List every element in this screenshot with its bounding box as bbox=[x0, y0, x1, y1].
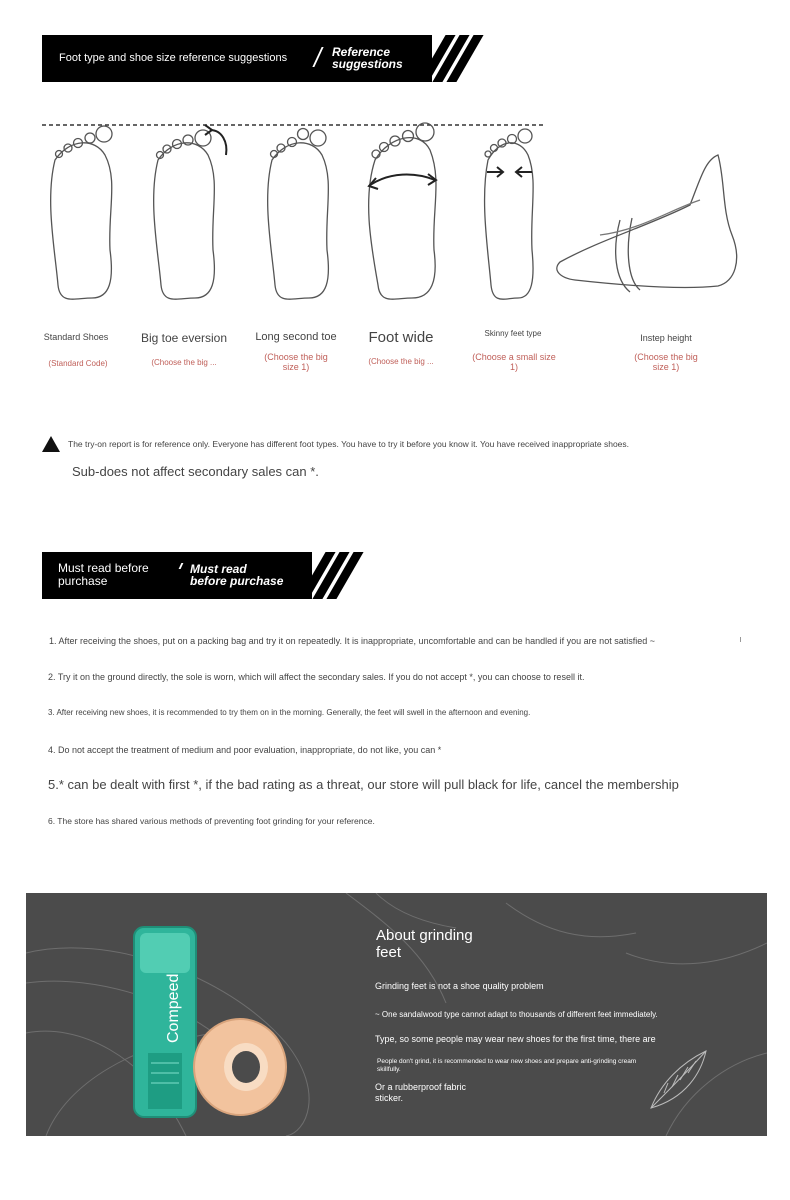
grinding-title bbox=[376, 927, 473, 961]
rule-item: 5.* can be dealt with first *, if the bad rating as a threat, our store will pull black for life, cancel the membership bbox=[48, 777, 679, 792]
foot-type-label: Skinny feet type bbox=[484, 329, 542, 338]
foot-illustrations bbox=[0, 110, 790, 430]
banner-title-line1: Must read before bbox=[58, 561, 149, 575]
grinding-title-line1: About grinding bbox=[376, 927, 473, 944]
foot-type-size-advice: (Standard Code) bbox=[48, 359, 108, 368]
foot-type-size-advice: (Choose the big size 1) bbox=[634, 352, 698, 372]
blister-tape-roll bbox=[188, 1013, 288, 1117]
grinding-line-3: Type, so some people may wear new shoes for the first time, there are bbox=[375, 1034, 656, 1044]
grinding-line-5 bbox=[375, 1082, 466, 1104]
foot-type-size-advice: (Choose the big ... bbox=[151, 358, 217, 367]
rule-item: 6. The store has shared various methods of preventing foot grinding for your reference. bbox=[48, 816, 375, 826]
grinding-line-4 bbox=[377, 1058, 636, 1074]
banner-title: Foot type and shoe size reference suggestions bbox=[59, 52, 288, 64]
banner-subtitle-line2: before purchase bbox=[190, 574, 284, 588]
grinding-line-1: Grinding feet is not a shoe quality problem bbox=[375, 981, 544, 991]
foot-type-label: Long second toe bbox=[255, 331, 337, 343]
foot-skinny bbox=[485, 129, 534, 299]
foot-type-label: Big toe eversion bbox=[140, 331, 228, 345]
foot-type-label: Standard Shoes bbox=[43, 332, 109, 342]
foot-instep-side bbox=[557, 155, 737, 292]
grinding-line-4a: People don't grind, it is recommended to wear new shoes and prepare anti-grinding cream bbox=[377, 1058, 637, 1065]
foot-wide bbox=[369, 123, 436, 299]
warning-triangle-icon bbox=[42, 436, 60, 452]
grinding-line-4b: skillfully. bbox=[377, 1066, 401, 1073]
foot-type-size-advice: (Choose a small size 1) bbox=[472, 352, 556, 372]
rule-item: 3. After receiving new shoes, it is recommended to try them on in the morning. Generally, the feet will swell in the afternoon and evening. bbox=[48, 708, 531, 717]
grinding-title-line2: feet bbox=[376, 944, 402, 961]
rule-dot bbox=[740, 637, 741, 642]
foot-type-size-advice: (Choose the big size 1) bbox=[264, 352, 328, 372]
foot-type-size-advice: (Choose the big ... bbox=[368, 357, 434, 366]
banner-subtitle bbox=[332, 46, 403, 70]
must-read-banner bbox=[42, 552, 352, 599]
leaf-icon bbox=[646, 1043, 716, 1113]
notice-line-2: Sub-does not affect secondary sales can *. bbox=[72, 464, 319, 479]
foot-type-label: Foot wide bbox=[368, 329, 434, 346]
rule-item: 1. After receiving the shoes, put on a packing bag and try it on repeatedly. It is inappropriate, uncomfortable and can be handled if you are not satisfied ~ bbox=[49, 636, 655, 646]
grinding-feet-panel bbox=[26, 893, 767, 1136]
grinding-line-5b: sticker. bbox=[375, 1093, 404, 1103]
product-brand-text: Compeed bbox=[165, 973, 182, 1043]
banner-subtitle-line2: suggestions bbox=[332, 57, 403, 71]
banner-subtitle-line1: Reference bbox=[332, 45, 391, 59]
banner-subtitle bbox=[190, 563, 283, 587]
rule-item: 4. Do not accept the treatment of medium and poor evaluation, inappropriate, do not like, you can * bbox=[48, 745, 442, 755]
foot-long-second-toe bbox=[268, 129, 329, 300]
reference-banner bbox=[42, 35, 472, 82]
banner-title-line2: purchase bbox=[58, 574, 108, 588]
notice-line-1: The try-on report is for reference only. Everyone has different foot types. You have to try it before you know it. You have received inappropriate shoes. bbox=[68, 439, 630, 449]
foot-type-label: Instep height bbox=[640, 333, 692, 343]
banner-title bbox=[58, 562, 149, 588]
grinding-line-5a: Or a rubberproof fabric bbox=[375, 1082, 467, 1092]
foot-standard bbox=[51, 126, 112, 299]
banner-subtitle-line1: Must read bbox=[190, 562, 247, 576]
rule-item: 2. Try it on the ground directly, the sole is worn, which will affect the secondary sales. If you do not accept *, you can choose to resell it. bbox=[48, 672, 585, 682]
grinding-line-2: ~ One sandalwood type cannot adapt to thousands of different feet immediately. bbox=[375, 1010, 658, 1019]
foot-big-toe-eversion bbox=[154, 125, 227, 299]
